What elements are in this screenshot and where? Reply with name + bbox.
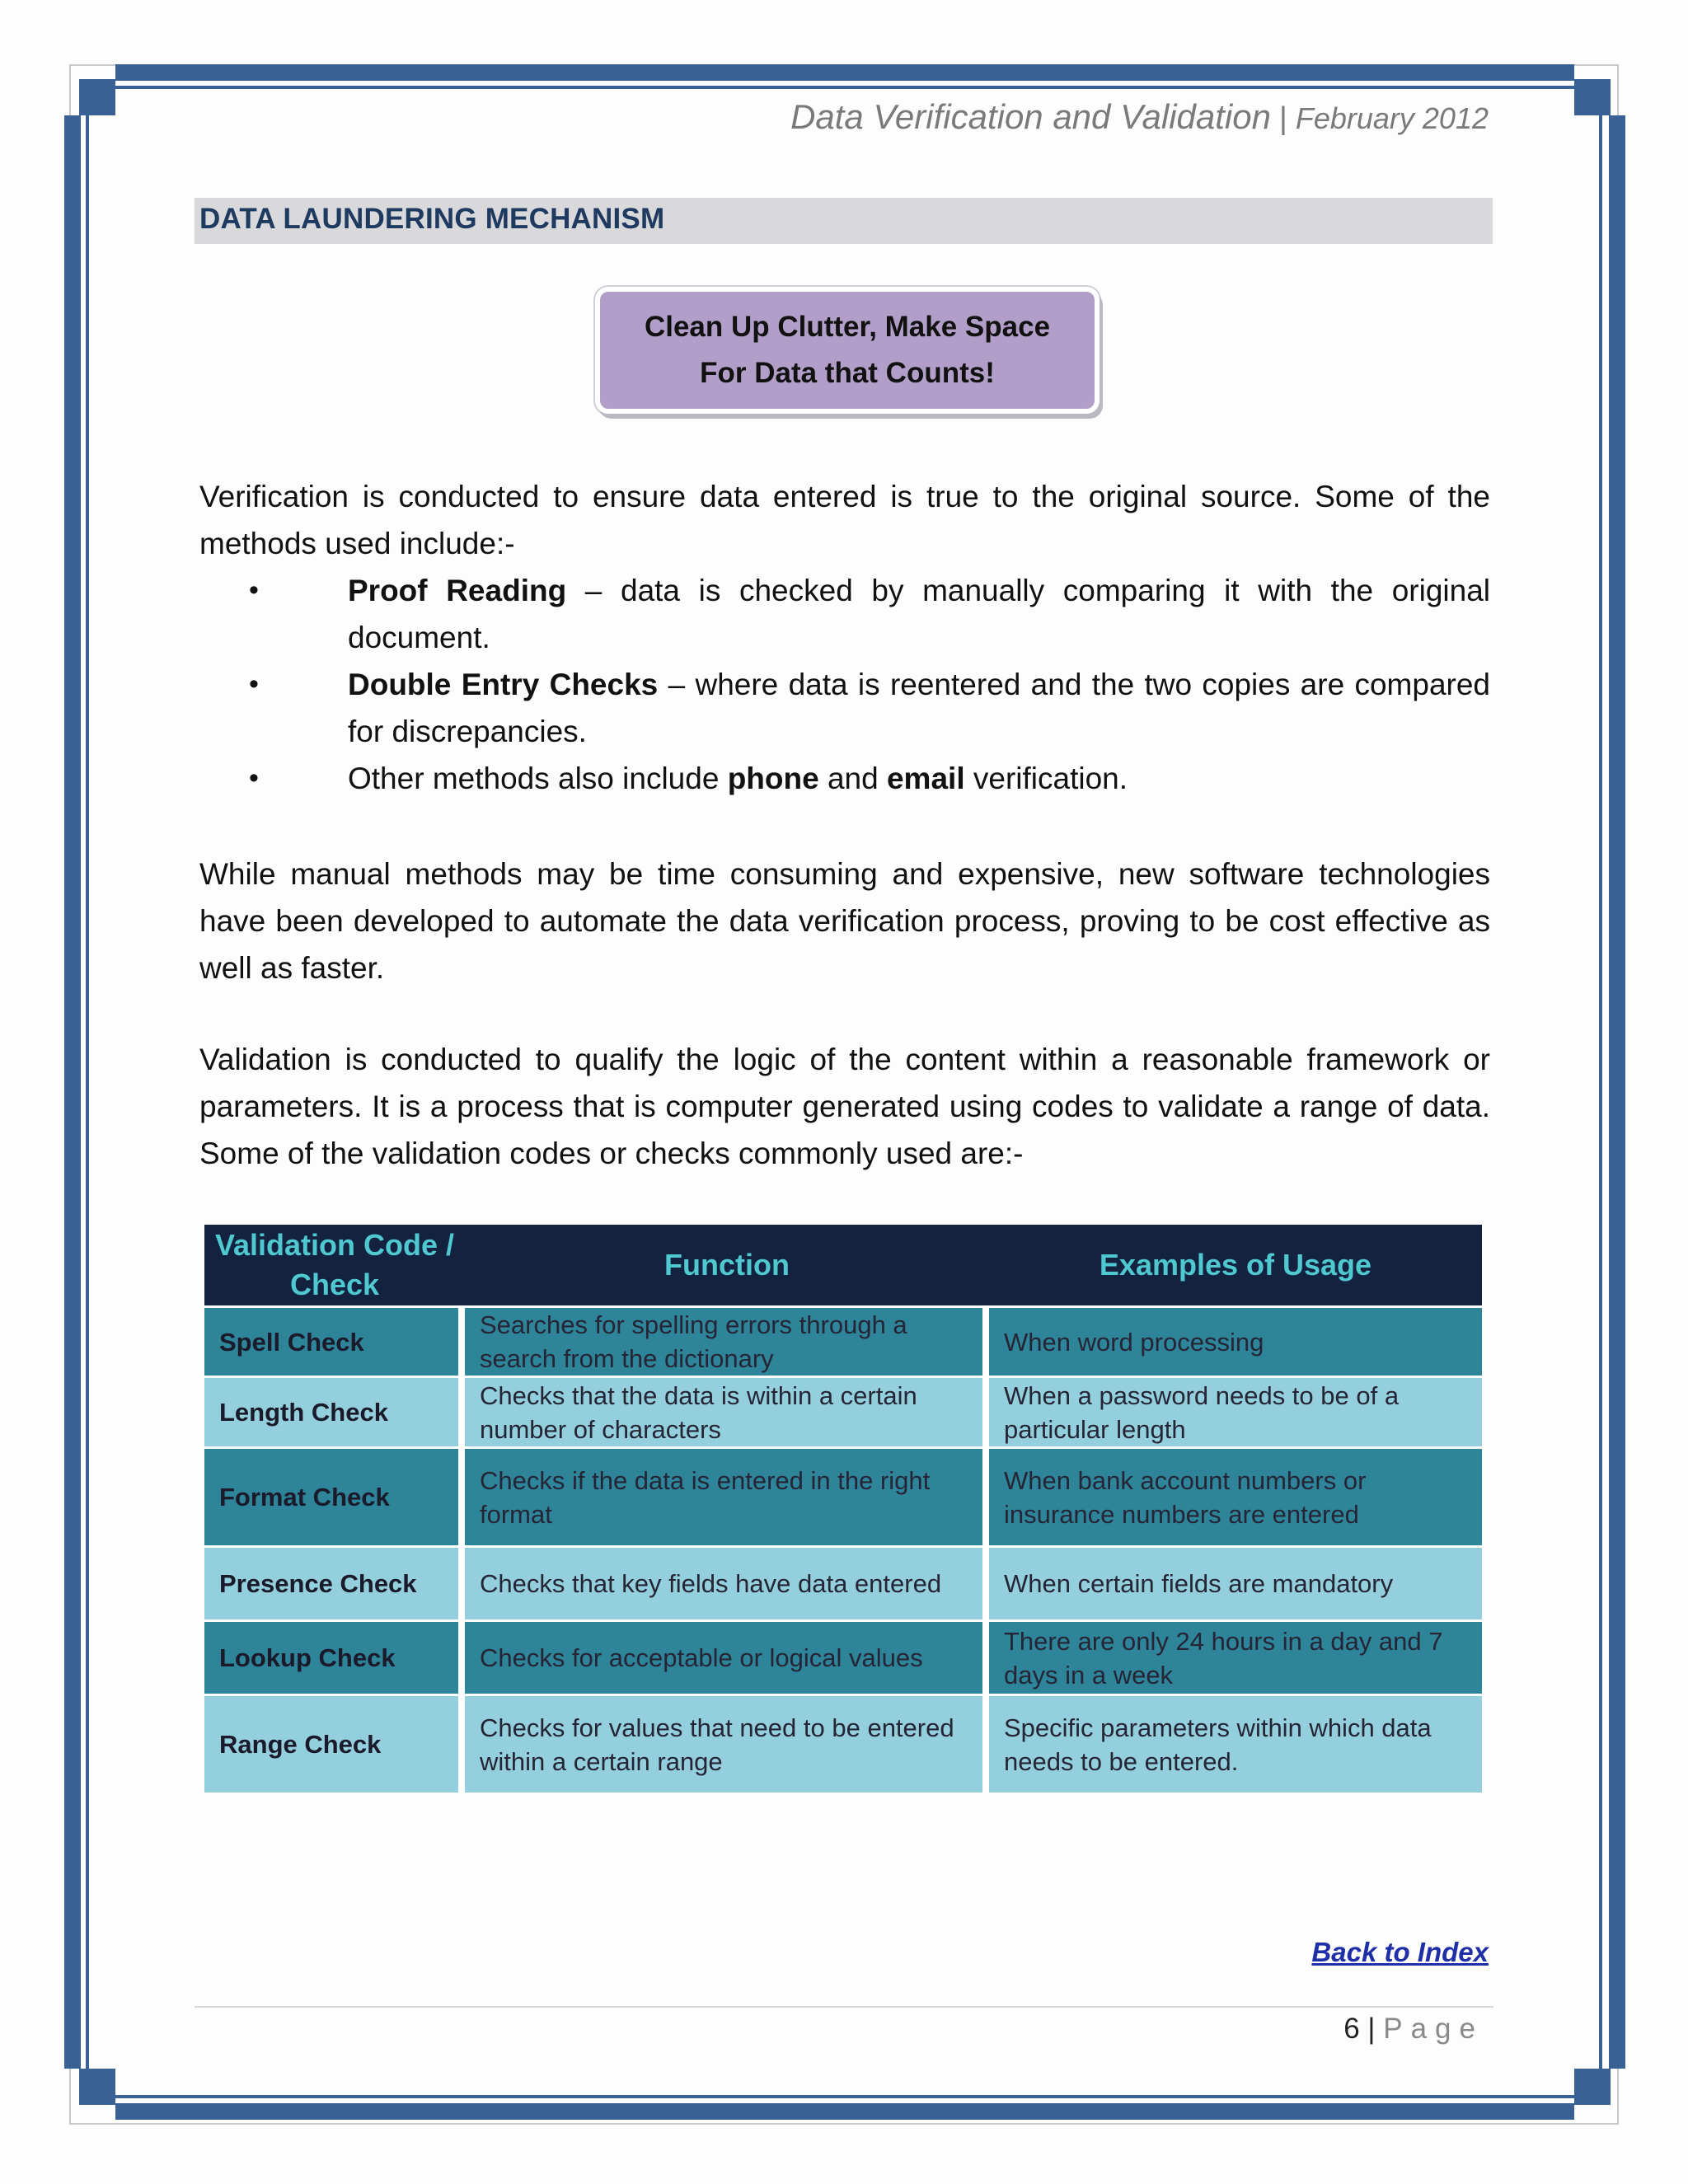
check-name: Spell Check <box>204 1305 465 1376</box>
check-function: Checks if the data is entered in the right format <box>465 1446 989 1545</box>
frame-bar-bottom <box>115 2103 1574 2120</box>
validation-paragraph: Validation is conducted to qualify the logic of the content within a reasonable framework or parameters. It is a process that is computer generated using codes to validate a range of data. Some of the validation codes or checks commonly used are:- <box>199 1043 1490 1170</box>
callout-box <box>595 287 1100 414</box>
method-name: Proof Reading <box>348 574 567 607</box>
list-item <box>199 661 1490 755</box>
method-email: email <box>886 762 965 795</box>
automation-paragraph: While manual methods may be time consuming and expensive, new software technologies have been developed to automate the data verification process, proving to be cost effective as well as faster. <box>199 857 1490 985</box>
table-row <box>204 1446 1482 1545</box>
frame-corner <box>1574 2069 1611 2105</box>
method-text: verification. <box>964 762 1128 795</box>
frame-bar-left <box>64 115 81 2069</box>
check-example: When a password needs to be of a particular length <box>989 1376 1482 1446</box>
method-description: – where data is reentered and the two copies are compared for discrepancies. <box>348 668 1490 748</box>
check-name: Format Check <box>204 1446 465 1545</box>
verification-methods-list <box>199 567 1490 802</box>
column-header-examples: Examples of Usage <box>989 1225 1482 1305</box>
frame-corner <box>79 79 115 115</box>
back-to-index-link[interactable]: Back to Index <box>1311 1937 1489 1967</box>
check-name: Presence Check <box>204 1545 465 1619</box>
table-header-row <box>204 1225 1482 1305</box>
frame-corner <box>1574 79 1611 115</box>
check-function: Searches for spelling errors through a search from the dictionary <box>465 1305 989 1376</box>
page-header <box>790 97 1489 137</box>
table-row <box>204 1694 1482 1793</box>
table-row <box>204 1305 1482 1376</box>
verification-intro: Verification is conducted to ensure data entered is true to the original source. Some of the methods used include:- <box>199 480 1490 560</box>
page-word: Page <box>1383 2013 1484 2045</box>
callout-line-2: For Data that Counts! <box>700 357 995 389</box>
frame-line <box>115 86 1574 89</box>
document-title: Data Verification and Validation <box>790 97 1271 136</box>
check-name: Length Check <box>204 1376 465 1446</box>
method-phone: phone <box>727 762 819 795</box>
check-example: Specific parameters within which data needs to be entered. <box>989 1694 1482 1793</box>
column-header-code: Validation Code / Check <box>204 1225 465 1305</box>
page-number-separator: | <box>1367 2013 1376 2045</box>
section-title: DATA LAUNDERING MECHANISM <box>199 203 665 235</box>
check-function: Checks for values that need to be entered within a certain range <box>465 1694 989 1793</box>
column-header-function: Function <box>465 1225 989 1305</box>
method-text: Other methods also include <box>348 762 728 795</box>
table-row <box>204 1619 1482 1694</box>
check-name: Range Check <box>204 1694 465 1793</box>
footer-divider <box>195 2006 1493 2008</box>
header-separator: | <box>1278 101 1287 136</box>
page-number <box>1343 2013 1484 2046</box>
check-function: Checks for acceptable or logical values <box>465 1619 989 1694</box>
bullet-icon: • <box>249 668 259 700</box>
document-date: February 2012 <box>1295 101 1489 135</box>
check-example: When bank account numbers or insurance numbers are entered <box>989 1446 1482 1545</box>
check-example: When word processing <box>989 1305 1482 1376</box>
table-row <box>204 1545 1482 1619</box>
frame-bar-right <box>1609 115 1625 2069</box>
method-description: – data is checked by manually comparing it with the original document. <box>348 574 1491 654</box>
table-row <box>204 1376 1482 1446</box>
frame-line <box>86 115 89 2069</box>
method-text: and <box>818 762 887 795</box>
page-number-value: 6 <box>1343 2013 1360 2045</box>
frame-corner <box>79 2069 115 2105</box>
bullet-icon: • <box>249 574 259 606</box>
check-example: There are only 24 hours in a day and 7 days in a week <box>989 1619 1482 1694</box>
validation-checks-table <box>204 1225 1482 1793</box>
frame-line <box>1599 115 1602 2069</box>
method-name: Double Entry Checks <box>348 668 659 701</box>
bullet-icon: • <box>249 762 259 794</box>
callout-line-1: Clean Up Clutter, Make Space <box>644 311 1051 343</box>
list-item <box>199 567 1490 661</box>
check-name: Lookup Check <box>204 1619 465 1694</box>
list-item <box>199 755 1490 802</box>
frame-line <box>115 2095 1574 2098</box>
frame-bar-top <box>115 64 1574 81</box>
check-function: Checks that the data is within a certain number of characters <box>465 1376 989 1446</box>
check-example: When certain fields are mandatory <box>989 1545 1482 1619</box>
check-function: Checks that key fields have data entered <box>465 1545 989 1619</box>
